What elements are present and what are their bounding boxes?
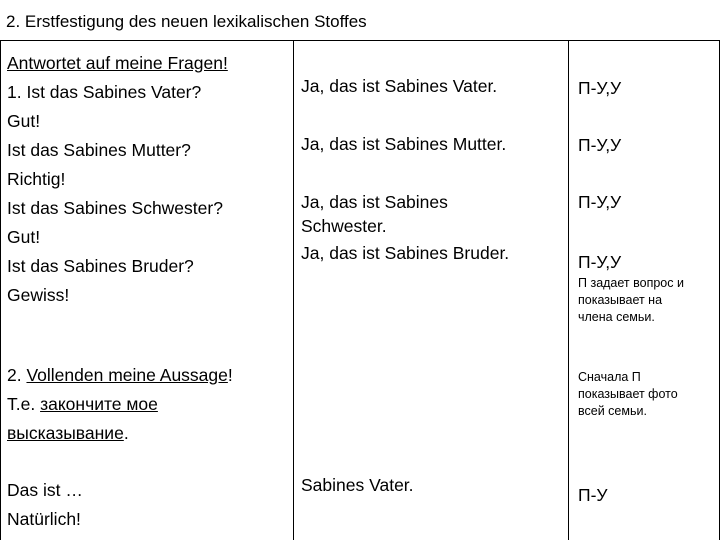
- work-mode-label: П-У,У: [578, 252, 622, 272]
- answer-line: Ja, das ist Sabines Bruder.: [301, 243, 510, 263]
- question-line: 1. Ist das Sabines Vater?: [7, 82, 202, 102]
- teacher-note-2: [578, 369, 678, 420]
- question-line: Ist das Sabines Mutter?: [7, 140, 191, 160]
- spacer: [301, 156, 509, 190]
- spacer: [301, 98, 509, 132]
- instruction-line-3: высказывание.: [7, 423, 129, 443]
- column-divider-2: [568, 40, 569, 540]
- question-line: Ist das Sabines Bruder?: [7, 256, 194, 276]
- lesson-table: [0, 40, 720, 540]
- note-line: показывает на: [578, 293, 663, 307]
- note-line: члена семьи.: [578, 310, 655, 324]
- praise-line: Gut!: [7, 111, 41, 131]
- note-line: всей семьи.: [578, 404, 647, 418]
- instruction-line: Antwortet auf meine Fragen!: [7, 53, 228, 73]
- praise-line: Richtig!: [7, 169, 66, 189]
- work-mode-label: П-У,У: [578, 192, 622, 212]
- work-mode-label: П-У,У: [578, 78, 622, 98]
- work-mode-label: П-У,У: [578, 135, 622, 155]
- question-line: Ist das Sabines Schwester?: [7, 198, 223, 218]
- instruction-line-1: 2. Vollenden meine Aussage!: [7, 365, 233, 385]
- teacher-questions: [7, 49, 228, 310]
- completion-instruction: [7, 361, 233, 448]
- instruction-line-2: Т.е. закончите мое: [7, 394, 158, 414]
- answer-line: Ja, das ist Sabines: [301, 192, 448, 212]
- work-mode-label: П-У: [578, 485, 608, 505]
- section-heading: 2. Erstfestigung des neuen lexikalischen Stoffes: [6, 12, 367, 31]
- table-left-border: [0, 40, 1, 540]
- teacher-note-1: [578, 275, 684, 326]
- answer-line: Ja, das ist Sabines Vater.: [301, 76, 498, 96]
- student-answers: [301, 74, 509, 265]
- sentence-start: [7, 476, 83, 534]
- note-line: показывает фото: [578, 387, 678, 401]
- note-line: П задает вопрос и: [578, 276, 684, 290]
- answer-line: Ja, das ist Sabines Mutter.: [301, 134, 507, 154]
- table-top-border: [0, 40, 720, 41]
- praise-line: Gut!: [7, 227, 41, 247]
- column-divider-1: [293, 40, 294, 540]
- note-line: Сначала П: [578, 370, 641, 384]
- praise-line: Natürlich!: [7, 509, 81, 529]
- praise-line: Gewiss!: [7, 285, 70, 305]
- sentence-line: Das ist …: [7, 480, 83, 500]
- student-answer-final: Sabines Vater.: [301, 475, 414, 495]
- answer-line: Schwester.: [301, 216, 387, 236]
